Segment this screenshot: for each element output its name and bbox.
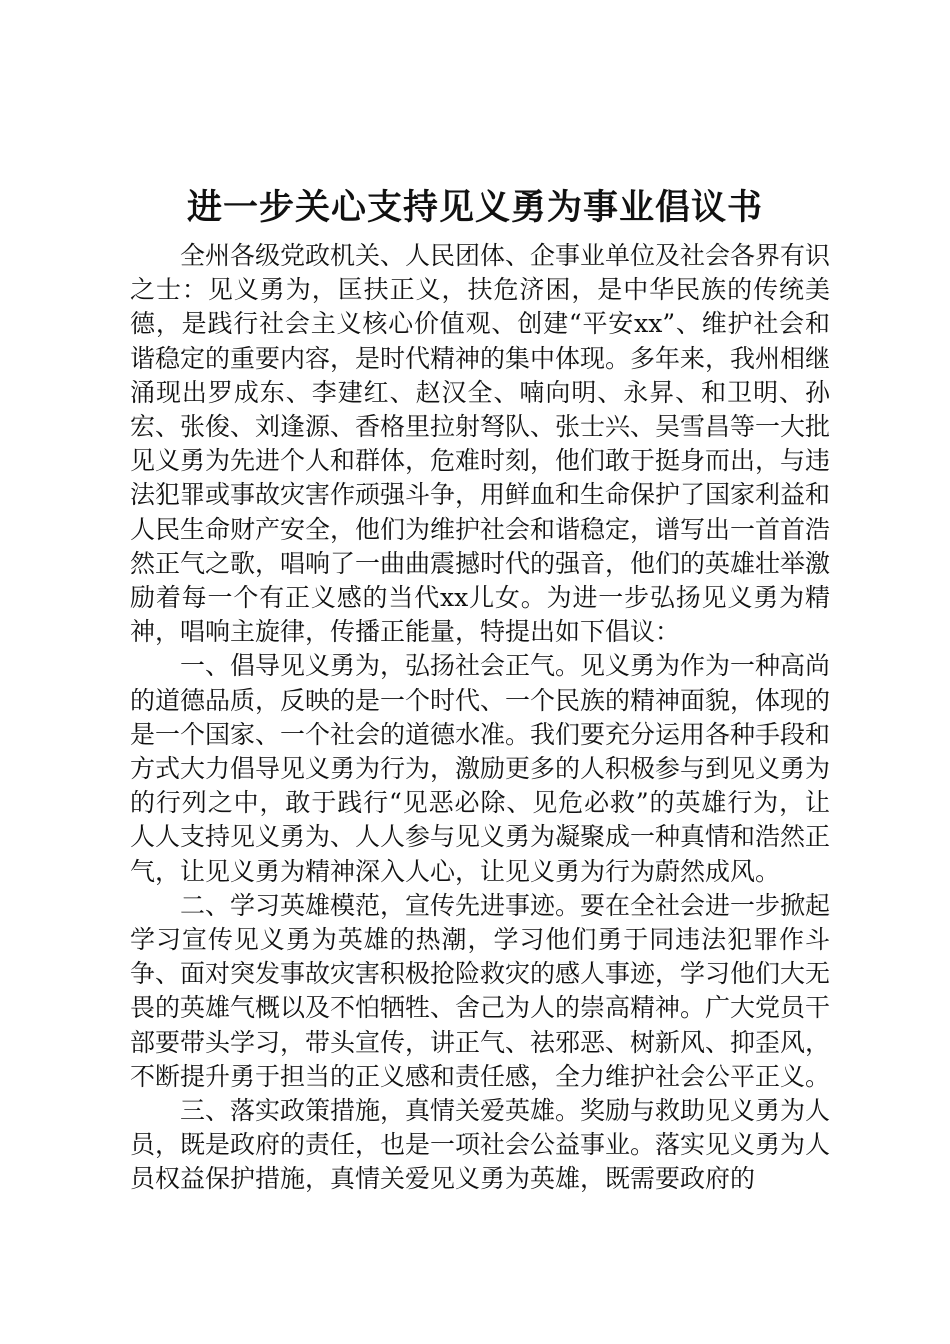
paragraph-proposal-2: 二、学习英雄模范，宣传先进事迹。要在全社会进一步掀起学习宣传见义勇为英雄的热潮，学习他们勇于同违法犯罪作斗争、面对突发事故灾害积极抢险救灾的感人事迹，学习他们大无畏的英雄气概以及不怕牺牲、舍己为人的崇高精神。广大党员干部要带头学习，带头宣传，讲正气、祛邪恶、树新风、抑歪风，不断提升勇于担当的正义感和责任感，全力维护社会公平正义。 xyxy=(130,890,831,1091)
paragraph-intro: 全州各级党政机关、人民团体、企事业单位及社会各界有识之士：见义勇为，匡扶正义，扶危济困，是中华民族的传统美德，是践行社会主义核心价值观、创建“平安xx”、维护社会和谐稳定的重要内容，是时代精神的集中体现。多年来，我州相继涌现出罗成东、李建红、赵汉全、喃向明、永昇、和卫明、孙宏、张俊、刘逢源、香格里拉射弩队、张士兴、吴雪昌等一大批见义勇为先进个人和群体，危难时刻，他们敢于挺身而出，与违法犯罪或事故灾害作顽强斗争，用鲜血和生命保护了国家利益和人民生命财产安全，他们为维护社会和谐稳定，谱写出一首首浩然正气之歌，唱响了一曲曲震撼时代的强音，他们的英雄壮举激励着每一个有正义感的当代xx儿女。为进一步弘扬见义勇为精神，唱响主旋律，传播正能量，特提出如下倡议： xyxy=(130,241,831,647)
document-title: 进一步关心支持见义勇为事业倡议书 xyxy=(186,187,763,228)
paragraph-proposal-1: 一、倡导见义勇为，弘扬社会正气。见义勇为作为一种高尚的道德品质，反映的是一个时代、一个民族的精神面貌，体现的是一个国家、一个社会的道德水准。我们要充分运用各种手段和方式大力倡导见义勇为行为，激励更多的人积极参与到见义勇为的行列之中，敢于践行“见恶必除、见危必救”的英雄行为，让人人支持见义勇为、人人参与见义勇为凝聚成一种真情和浩然正气，让见义勇为精神深入人心，让见义勇为行为蔚然成风。 xyxy=(130,651,831,886)
document-body xyxy=(130,239,830,1197)
paragraph-proposal-3: 三、落实政策措施，真情关爱英雄。奖励与救助见义勇为人员，既是政府的责任，也是一项社会公益事业。落实见义勇为人员权益保护措施，真情关爱见义勇为英雄，既需要政府的 xyxy=(130,1096,831,1194)
